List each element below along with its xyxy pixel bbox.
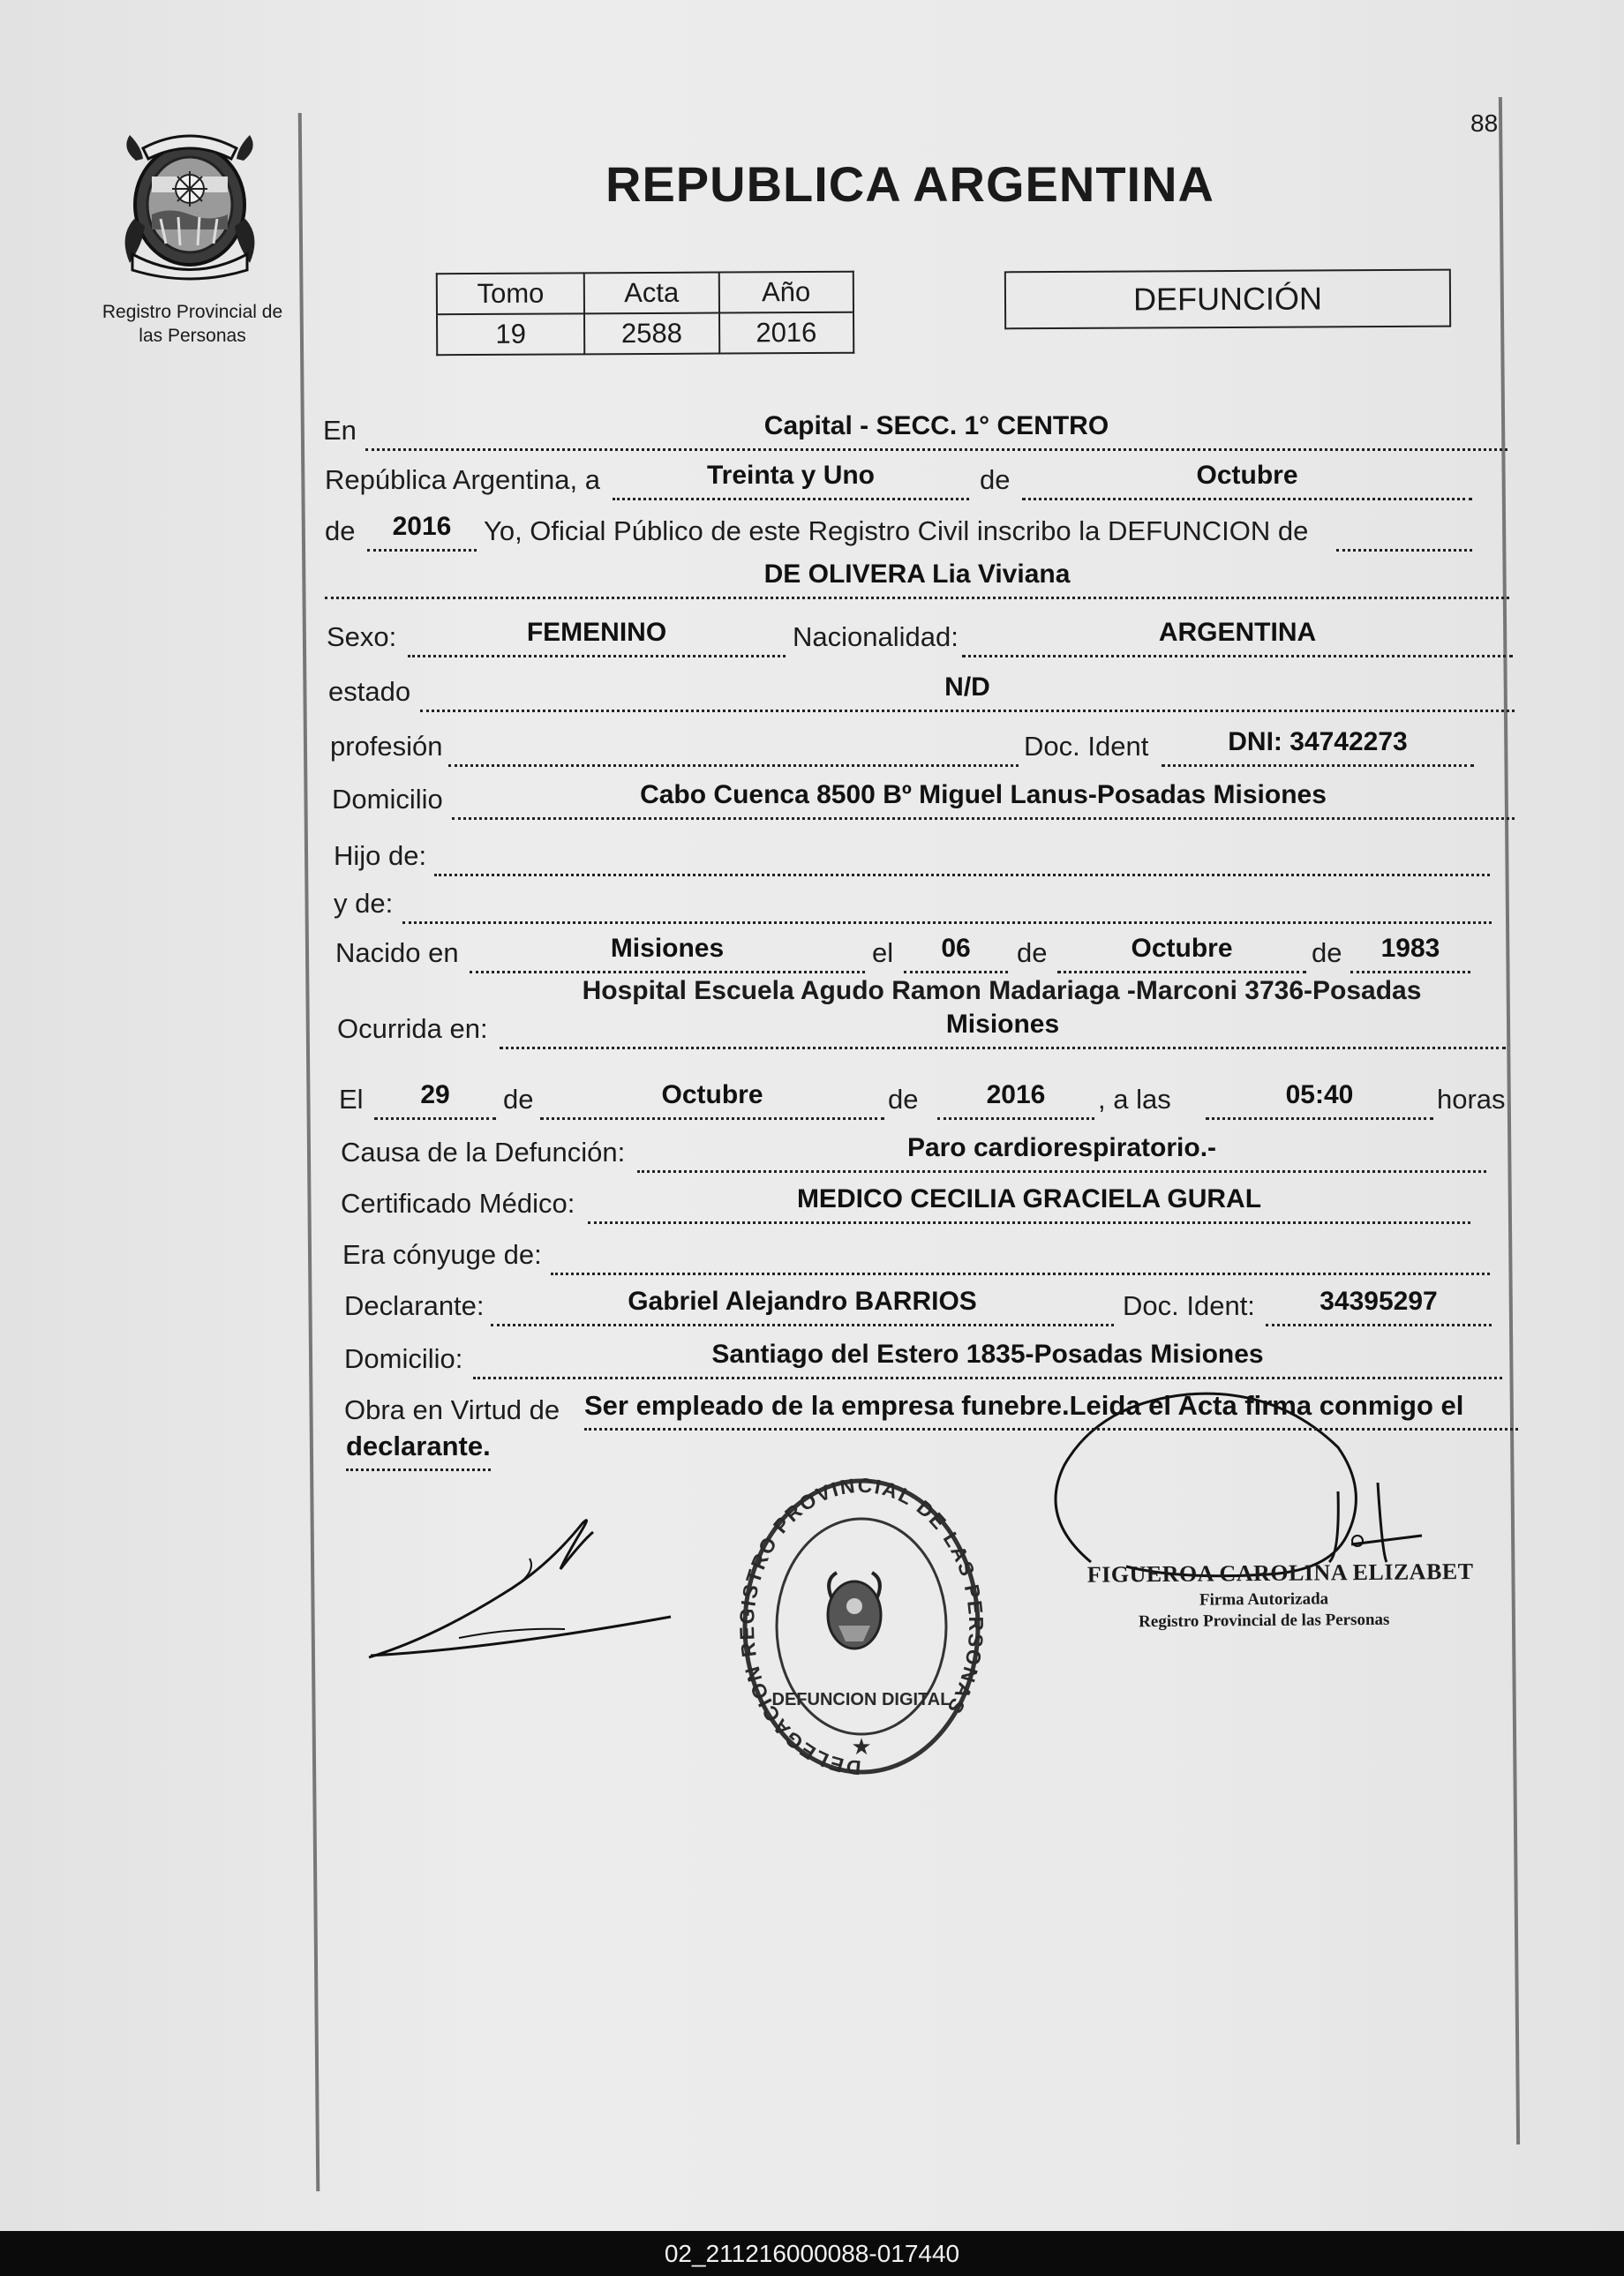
conyuge-value	[551, 1237, 1490, 1275]
row-conyuge	[0, 1237, 1624, 1290]
record-table	[436, 271, 854, 356]
stamp-inner-text: DEFUNCION DIGITAL	[771, 1690, 951, 1709]
registry-name	[85, 300, 300, 348]
row-yde	[0, 886, 1624, 939]
stamp-ring-text: DELEGACION STRO PROVINCIAL DE LAS P NAS	[740, 1474, 983, 1779]
estado-label: estado	[328, 676, 411, 707]
nac-anio-value: 1983	[1350, 935, 1470, 973]
nacionalidad-value: ARGENTINA	[962, 620, 1513, 657]
en-value: Capital - SECC. 1° CENTRO	[365, 413, 1507, 451]
official-stamp	[740, 1474, 983, 1779]
yo-trailing-line	[1336, 514, 1472, 552]
row-republica	[0, 462, 1624, 515]
estado-value: N/D	[420, 674, 1515, 712]
row-profesion	[0, 729, 1624, 782]
hora-value: 05:40	[1206, 1082, 1433, 1120]
row-fecha-defuncion	[0, 1082, 1624, 1135]
yde-label: y de:	[334, 888, 394, 919]
sexo-label: Sexo:	[327, 621, 397, 652]
registry-line2: las Personas	[139, 326, 246, 346]
de-label: de	[980, 464, 1011, 495]
horas-label: horas	[1437, 1084, 1506, 1115]
page-number: 88	[1470, 109, 1499, 137]
doc-ident-value: DNI: 34742273	[1162, 729, 1474, 767]
ocurrida-label: Ocurrida en:	[337, 1013, 488, 1044]
def-anio-value: 2016	[937, 1082, 1094, 1120]
dia-value: Treinta y Uno	[613, 462, 969, 500]
de-label: de	[1017, 937, 1048, 968]
coat-of-arms-icon	[828, 1573, 881, 1649]
nac-dia-value: 06	[904, 935, 1008, 973]
el-label: el	[872, 937, 894, 968]
republica-label: República Argentina, a	[325, 464, 600, 495]
nombre-value: DE OLIVERA Lia Viviana	[325, 561, 1509, 599]
record-table-header: Año	[718, 272, 853, 313]
def-dia-value: 29	[374, 1082, 496, 1120]
official-name: FIGUEROA CAROLINA ELIZABET	[1086, 1558, 1474, 1588]
record-table-header: Acta	[584, 273, 719, 314]
record-table-value-row	[437, 312, 853, 355]
doc-ident2-value: 34395297	[1266, 1288, 1492, 1326]
sexo-value: FEMENINO	[408, 620, 786, 657]
hijo-value	[434, 838, 1490, 876]
record-table-header-row	[437, 272, 853, 314]
doc-ident-label: Doc. Ident	[1024, 731, 1149, 762]
de-label: de	[888, 1084, 919, 1115]
domicilio2-value: Santiago del Estero 1835-Posadas Misiones	[473, 1341, 1502, 1379]
row-hijo	[0, 838, 1624, 891]
mes-value: Octubre	[1022, 462, 1472, 500]
conyuge-label: Era cónyuge de:	[342, 1239, 542, 1270]
doc-ident2-label: Doc. Ident:	[1123, 1290, 1255, 1321]
row-declarante	[0, 1288, 1624, 1341]
tomo-value: 19	[437, 313, 584, 355]
el-cap-label: El	[339, 1084, 364, 1115]
page-title: REPUBLICA ARGENTINA	[605, 156, 1214, 212]
declarante-value: Gabriel Alejandro BARRIOS	[491, 1288, 1114, 1326]
declarante-label: Declarante:	[344, 1290, 485, 1321]
row-en	[0, 413, 1624, 466]
obra-value-cont: declarante.	[346, 1433, 491, 1471]
en-label: En	[323, 415, 357, 446]
record-table-header: Tomo	[437, 273, 584, 314]
domicilio-label: Domicilio	[332, 784, 443, 815]
ocurrida-value-line1: Hospital Escuela Agudo Ramon Madariaga -Marconi 3736-Posadas	[582, 976, 1422, 1005]
nac-mes-value: Octubre	[1057, 935, 1306, 973]
acta-value: 2588	[584, 313, 719, 355]
footer-code: 02_211216000088-017440	[0, 2231, 1624, 2276]
yo-text: Yo, Oficial Público de este Registro Civil inscribo la DEFUNCION de	[484, 515, 1309, 546]
domicilio-value: Cabo Cuenca 8500 Bº Miguel Lanus-Posadas Misiones	[452, 782, 1515, 820]
doc-type-box: DEFUNCIÓN	[1004, 269, 1451, 330]
yde-value	[402, 886, 1492, 924]
row-estado	[0, 674, 1624, 727]
nacido-label: Nacido en	[335, 937, 459, 968]
obra-value: Ser empleado de la empresa funebre.Leida el Acta firma conmigo el	[584, 1393, 1518, 1431]
de-label: de	[325, 515, 356, 546]
profesion-label: profesión	[330, 731, 443, 762]
ocurrida-value-line2: Misiones	[500, 1011, 1506, 1049]
certificado-value: MEDICO CECILIA GRACIELA GURAL	[588, 1186, 1470, 1224]
nacionalidad-label: Nacionalidad:	[793, 621, 959, 652]
de-label: de	[1312, 937, 1342, 968]
de-label: de	[503, 1084, 534, 1115]
anio-value: 2016	[719, 312, 854, 354]
profesion-value	[448, 729, 1019, 767]
def-mes-value: Octubre	[540, 1082, 884, 1120]
row-sexo	[0, 620, 1624, 672]
official-block	[1086, 1558, 1474, 1632]
causa-label: Causa de la Defunción:	[341, 1137, 626, 1168]
row-ocurrida	[0, 1011, 1624, 1064]
hijo-label: Hijo de:	[334, 840, 427, 871]
anio-inscripcion-value: 2016	[367, 514, 477, 552]
row-nombre	[0, 561, 1624, 614]
misiones-seal-logo	[117, 131, 263, 281]
official-org: Registro Provincial de las Personas	[1139, 1610, 1390, 1632]
row-certificado	[0, 1186, 1624, 1239]
official-signature	[1047, 1386, 1435, 1589]
domicilio2-label: Domicilio:	[344, 1343, 463, 1374]
official-role: Firma Autorizada	[1199, 1589, 1329, 1610]
obra-label: Obra en Virtud de	[344, 1394, 560, 1425]
row-domicilio	[0, 782, 1624, 835]
declarant-signature	[362, 1506, 680, 1664]
nacido-value: Misiones	[470, 935, 865, 973]
certificado-label: Certificado Médico:	[341, 1188, 575, 1219]
a-las-label: , a las	[1098, 1084, 1171, 1115]
row-causa	[0, 1135, 1624, 1188]
row-anio	[0, 514, 1624, 567]
registry-line1: Registro Provincial de	[102, 302, 283, 322]
causa-value: Paro cardiorespiratorio.-	[637, 1135, 1486, 1173]
star-icon: ★	[851, 1733, 872, 1760]
